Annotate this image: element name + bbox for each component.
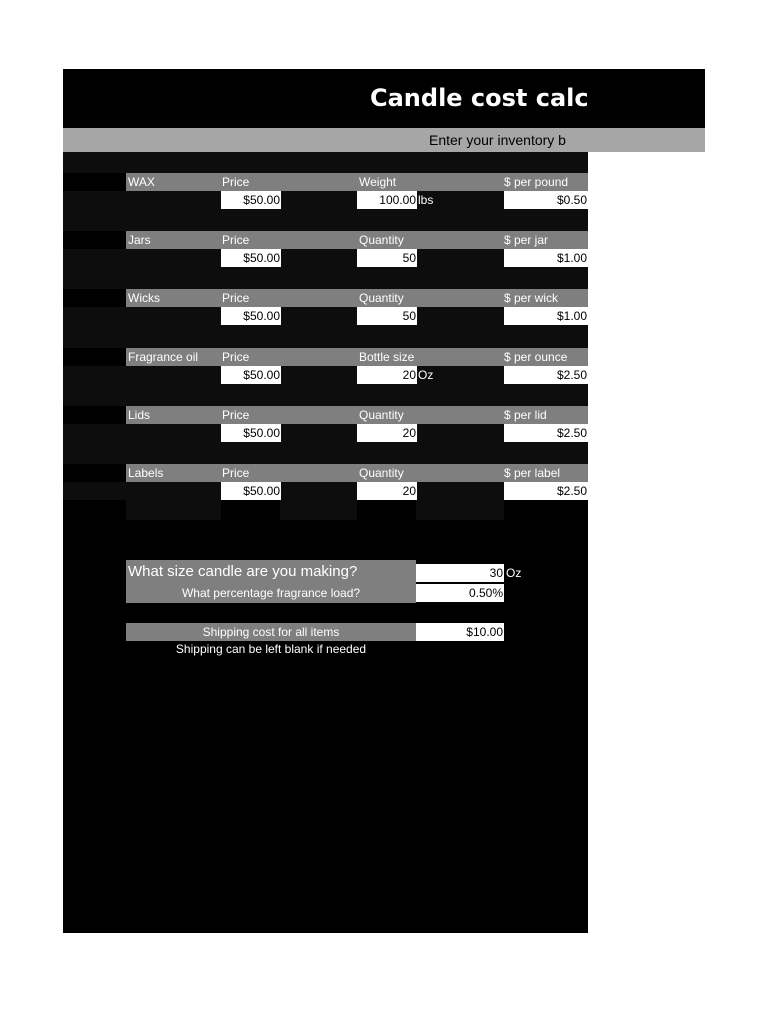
row-gutter — [63, 464, 126, 482]
lids-quantity-input[interactable]: 20 — [357, 424, 417, 442]
row-gutter — [63, 406, 126, 424]
page-title: Candle cost calc — [370, 84, 589, 112]
fragrance-load-label: What percentage fragrance load? — [181, 586, 361, 600]
fragrance-load-input[interactable]: 0.50% — [416, 584, 504, 602]
instruction-bar — [63, 128, 705, 152]
item-header-wicks — [126, 289, 588, 307]
price-label: Price — [222, 175, 250, 189]
row-gutter — [63, 173, 126, 191]
price-label: Price — [222, 350, 250, 364]
grid-cell — [126, 500, 221, 520]
quantity-label: Quantity — [359, 291, 404, 305]
price-label: Price — [222, 233, 250, 247]
quantity-label: Quantity — [359, 466, 404, 480]
candle-size-unit: Oz — [506, 566, 522, 580]
price-label: Price — [222, 291, 250, 305]
wicks-quantity-input[interactable]: 50 — [357, 307, 417, 325]
fragrance-oil-quantity-input[interactable]: 20 — [357, 366, 417, 384]
labels-quantity-input[interactable]: 20 — [357, 482, 417, 500]
fragrance-oil-unit: Oz — [418, 368, 434, 382]
item-header-lids — [126, 406, 588, 424]
unit-cost-label: $ per lid — [504, 408, 547, 422]
lids-unit-cost-value: $2.50 — [504, 424, 588, 442]
wax-unit: lbs — [418, 193, 434, 207]
labels-unit-cost-value: $2.50 — [504, 482, 588, 500]
item-name: Fragrance oil — [128, 350, 199, 364]
item-name: Wicks — [128, 291, 160, 305]
price-label: Price — [222, 408, 250, 422]
item-header-labels — [126, 464, 588, 482]
instruction-text: Enter your inventory b — [429, 132, 566, 148]
title-bar — [63, 69, 705, 128]
fragrance-oil-price-input[interactable]: $50.00 — [221, 366, 281, 384]
candle-size-input[interactable]: 30 — [416, 564, 504, 582]
item-header-jars — [126, 231, 588, 249]
item-name: Lids — [128, 408, 151, 422]
row-gutter — [63, 231, 126, 249]
shipping-cost-label: Shipping cost for all items — [202, 625, 340, 639]
grid-cell — [280, 500, 357, 520]
item-name: Jars — [128, 233, 151, 247]
item-name: WAX — [128, 175, 155, 189]
shipping-cost-input[interactable]: $10.00 — [416, 623, 504, 641]
quantity-label: Bottle size — [359, 350, 415, 364]
unit-cost-label: $ per wick — [504, 291, 559, 305]
shipping-note: Shipping can be left blank if needed — [175, 642, 367, 656]
lids-price-input[interactable]: $50.00 — [221, 424, 281, 442]
price-label: Price — [222, 466, 250, 480]
fragrance-oil-unit-cost-value: $2.50 — [504, 366, 588, 384]
grid-cell — [416, 500, 504, 520]
jars-unit-cost-value: $1.00 — [504, 249, 588, 267]
item-header-wax — [126, 173, 588, 191]
row-gutter — [63, 289, 126, 307]
unit-cost-label: $ per jar — [504, 233, 549, 247]
wax-price-input[interactable]: $50.00 — [221, 191, 281, 209]
wax-quantity-input[interactable]: 100.00 — [357, 191, 417, 209]
labels-price-input[interactable]: $50.00 — [221, 482, 281, 500]
row-gutter — [63, 348, 126, 366]
quantity-label: Quantity — [359, 233, 404, 247]
candle-size-label: What size candle are you making? — [128, 563, 358, 580]
unit-cost-label: $ per label — [504, 466, 561, 480]
quantity-label: Quantity — [359, 408, 404, 422]
jars-price-input[interactable]: $50.00 — [221, 249, 281, 267]
wicks-unit-cost-value: $1.00 — [504, 307, 588, 325]
unit-cost-label: $ per pound — [504, 175, 569, 189]
unit-cost-label: $ per ounce — [504, 350, 568, 364]
jars-quantity-input[interactable]: 50 — [357, 249, 417, 267]
wicks-price-input[interactable]: $50.00 — [221, 307, 281, 325]
quantity-label: Weight — [359, 175, 397, 189]
item-name: Labels — [128, 466, 164, 480]
item-header-fragrance-oil — [126, 348, 588, 366]
wax-unit-cost-value: $0.50 — [504, 191, 588, 209]
